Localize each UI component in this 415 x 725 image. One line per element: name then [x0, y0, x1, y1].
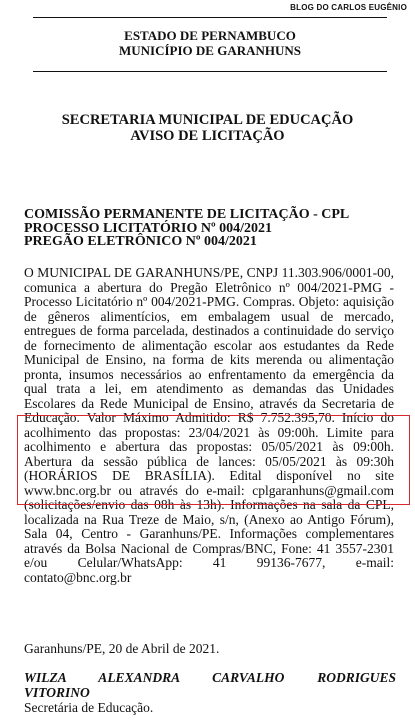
notice-body-text: O MUNICIPAL DE GARANHUNS/PE, CNPJ 11.303.906/0001-00, comunica a abertura do Pregão Eletrônico nº 004/2021-PMG - Processo Licitatório nº 004/2021-PMG. Compras. Objeto: aquisição de gêneros alimentícios, em embalagem usual de mercado, entregues de forma parcelada, destinados a continuidade do serviço de fornecimento de alimentação escolar aos estudantes da Rede Municipal de Ensino, na forma de kits merenda ou alimentação pronta, insumos necessários ao enfrentamento da emergência da qual trata a lei, em atendimento as demandas das Unidades Escolares da Rede Municipal de Ensino, através da Secretaria de Educação. Valor Máximo Admitido: R$ 7.752.395,70. Início do acolhimento das propostas: 23/04/2021 às 09:00h. Limite para acolhimento e abertura das propostas: 05/05/2021 às 09:00h. Abertura da sessão pública de lances: 05/05/2021 às 09:30h (HORÁRIOS DE BRASÍLIA). Edital disponível no site www.bnc.org.br ou através do e-mail: cplgaranhuns@gmail.com (solicitações/envio das 08h às 13h). Informações na sala da CPL, localizada na Rua Treze de Maio, s/n, (Anexo ao Antigo Fórum), Sala 04, Centro - Garanhuns/PE. Informações complementares através da Bolsa Nacional de Compras/BNC, Fone: 41 3557-2301 e/ou Celular/WhatsApp: 41 99136-7677, e-mail: contato@bnc.org.br: [24, 265, 394, 585]
auction-number: PREGÃO ELETRÔNICO Nº 004/2021: [24, 234, 257, 249]
header-box: [33, 17, 387, 72]
blog-watermark: BLOG DO CARLOS EUGÊNIO: [290, 3, 407, 12]
signer-surname: VITORINO: [24, 685, 90, 700]
signer-role: Secretária de Educação.: [24, 700, 154, 715]
process-block: [24, 208, 404, 249]
notice-heading: [0, 112, 415, 144]
state-name: ESTADO DE PERNAMBUCO: [124, 28, 296, 43]
process-number: PROCESSO LICITATÓRIO Nº 004/2021: [24, 220, 272, 236]
commission-name: COMISSÃO PERMANENTE DE LICITAÇÃO - CPL: [24, 207, 350, 222]
highlight-annotation: [17, 415, 410, 505]
municipality-name: MUNICÍPIO DE GARANHUNS: [118, 43, 301, 58]
date-line: Garanhuns/PE, 20 de Abril de 2021.: [24, 641, 220, 656]
signer-name: WILZA ALEXANDRA CARVALHO RODRIGUES: [24, 670, 396, 685]
notice-title: AVISO DE LICITAÇÃO: [130, 128, 285, 144]
secretariat-name: SECRETARIA MUNICIPAL DE EDUCAÇÃO: [61, 112, 354, 128]
